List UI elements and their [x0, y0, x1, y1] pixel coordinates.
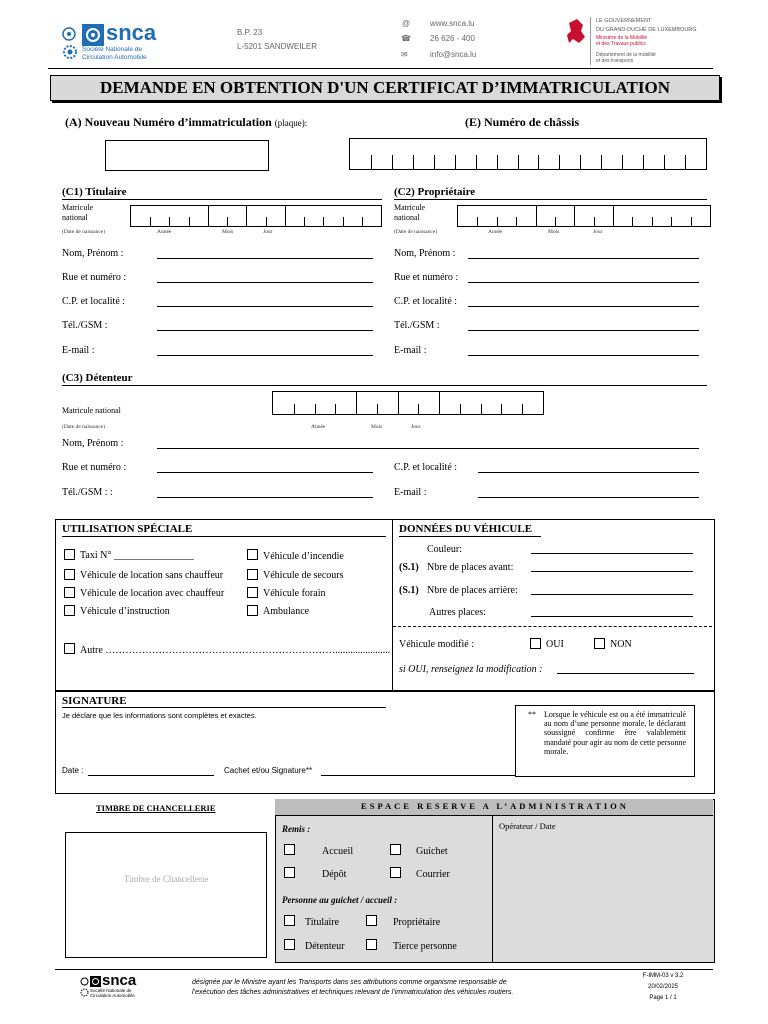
location-avec-checkbox[interactable] [64, 587, 75, 598]
c3-matricule-label: Matricule national [62, 406, 121, 415]
c3-birth-day: Jour [411, 424, 421, 430]
segment-separator [356, 392, 357, 414]
c3-title-rule [62, 385, 707, 386]
digit-tick [413, 155, 414, 169]
c2-birth-year: Année [488, 229, 503, 235]
c1-nom-field[interactable] [157, 258, 373, 259]
c1-birth-year: Année [157, 229, 172, 235]
guichet-label: Guichet [416, 846, 448, 857]
c3-cp-field[interactable] [478, 472, 699, 473]
digit-tick [671, 217, 672, 226]
location-sans-label: Véhicule de location sans chauffeur [80, 570, 224, 581]
gear-icon [62, 44, 78, 60]
c1-nom-label: Nom, Prénom : [62, 248, 124, 259]
c2-email-field[interactable] [468, 355, 699, 356]
web-link[interactable]: www.snca.lu [430, 19, 475, 28]
tierce-label: Tierce personne [393, 941, 457, 952]
autre-checkbox[interactable] [64, 643, 75, 654]
accueil-label: Accueil [322, 846, 354, 857]
digit-tick [335, 404, 336, 414]
ambulance-checkbox[interactable] [247, 605, 258, 616]
c2-email-label: E-mail : [394, 345, 427, 356]
segment-separator [439, 392, 440, 414]
gov-line-1: LE GOUVERNEMENT [596, 18, 652, 24]
instruction-label: Véhicule d’instruction [80, 606, 170, 617]
s1-arriere-code: (S.1) [399, 585, 419, 596]
note-star: ** [528, 710, 536, 719]
c1-cp-label: C.P. et localité : [62, 296, 126, 307]
c3-rue-field[interactable] [157, 472, 373, 473]
c1-tel-field[interactable] [157, 330, 373, 331]
usage-divider [392, 519, 393, 691]
footer-wheel-icon [80, 977, 89, 986]
c1-birth-note: (Date de naissance) [62, 229, 106, 235]
gov-divider [590, 17, 591, 65]
c3-cp-label: C.P. et localité : [394, 462, 458, 473]
digit-tick [580, 155, 581, 169]
chassis-label: (E) Numéro de châssis [465, 115, 580, 129]
digit-tick [169, 217, 170, 226]
c1-birth-day: Jour [263, 229, 273, 235]
location-avec-label: Véhicule de location avec chauffeur [80, 588, 225, 599]
digit-tick [227, 217, 228, 226]
modifie-label: Véhicule modifié : [399, 639, 474, 650]
email-link[interactable]: info@snca.lu [430, 50, 477, 59]
timbre-box [65, 832, 267, 958]
note-text: Lorsque le véhicule est ou a été immatriculé au nom d’une personne morale, le déclarant soussigné confirme être valablement mandaté pour agir au nom de cette personne morale. [544, 710, 686, 756]
c3-nom-field[interactable] [157, 448, 699, 449]
doc-date: 20/02/2025 [647, 984, 679, 990]
places-avant-field[interactable] [531, 571, 693, 572]
c1-cp-field[interactable] [157, 306, 373, 307]
usage-title: UTILISATION SPÉCIALE [62, 523, 193, 535]
footer-text-1: désignée par le Ministre ayant les Transports dans ses attributions comme organisme responsable de [192, 979, 507, 986]
taxi-checkbox[interactable] [64, 549, 75, 560]
courrier-label: Courrier [416, 869, 450, 880]
segment-separator [613, 206, 614, 226]
c1-email-label: E-mail : [62, 345, 95, 356]
c3-title: (C3) Détenteur [62, 372, 133, 384]
c1-rue-label: Rue et numéro : [62, 272, 127, 283]
plate-label-note: (plaque): [274, 118, 308, 128]
remis-label: Remis : [282, 824, 311, 834]
c2-matricule-input[interactable] [457, 205, 711, 227]
mail-icon: ✉ [401, 50, 408, 59]
ambulance-label: Ambulance [263, 606, 310, 617]
digit-tick [434, 155, 435, 169]
forain-label: Véhicule forain [263, 588, 326, 599]
phone-number: 26 626 - 400 [430, 34, 475, 43]
footer-logo [80, 972, 180, 1001]
digit-tick [497, 155, 498, 169]
c1-birth-month: Mois [222, 229, 234, 235]
segment-separator [285, 206, 286, 226]
digit-tick [362, 217, 363, 226]
c2-nom-label: Nom, Prénom : [394, 248, 456, 259]
digit-tick [685, 155, 686, 169]
digit-tick [150, 217, 151, 226]
c1-email-field[interactable] [157, 355, 373, 356]
c1-matricule-l1: Matricule [62, 203, 94, 212]
signature-title: SIGNATURE [62, 695, 127, 707]
detenteur-label: Détenteur [305, 941, 345, 952]
address-line-2: L-5201 SANDWEILER [237, 42, 318, 51]
c1-matricule-input[interactable] [130, 205, 382, 227]
header-rule [48, 68, 713, 69]
personne-label: Personne au guichet / accueil : [282, 895, 398, 905]
digit-tick [559, 155, 560, 169]
incendie-label: Véhicule d’incendie [263, 551, 344, 562]
snca-emblem-icon [82, 24, 104, 46]
digit-tick [294, 404, 295, 414]
c2-rue-field[interactable] [468, 282, 699, 283]
digit-tick [601, 155, 602, 169]
digit-tick [501, 404, 502, 414]
digit-tick [632, 217, 633, 226]
digit-tick [418, 404, 419, 414]
logo-text: snca [106, 20, 157, 45]
c3-tel-label: Tél./GSM : : [62, 487, 113, 498]
c2-tel-field[interactable] [468, 330, 699, 331]
digit-tick [304, 217, 305, 226]
digit-tick [377, 404, 378, 414]
c1-title-rule [62, 199, 382, 200]
modification-field[interactable] [557, 673, 694, 674]
c1-rue-field[interactable] [157, 282, 373, 283]
digit-tick [315, 404, 316, 414]
secours-checkbox[interactable] [247, 569, 258, 580]
taxi-label: Taxi N° ________________ [80, 550, 194, 561]
digit-tick [497, 217, 498, 226]
cachet-field[interactable] [321, 775, 529, 776]
page-number: Page 1 / 1 [649, 995, 677, 1001]
c3-birth-note: (Date de naissance) [62, 424, 106, 430]
admin-frame [275, 799, 715, 963]
plate-label [65, 115, 307, 130]
c2-tel-label: Tél./GSM : [394, 320, 440, 331]
c1-title: (C1) Titulaire [62, 186, 127, 198]
vehicle-data-title: DONNÉES DU VÉHICULE [399, 523, 533, 535]
oui-checkbox[interactable] [530, 638, 541, 649]
web-icon: @ [402, 19, 411, 28]
digit-tick [516, 217, 517, 226]
footer-gear-icon [80, 988, 89, 997]
c2-birth-note: (Date de naissance) [394, 229, 438, 235]
logo-subtitle-2: Circulation Automobile [82, 54, 147, 61]
c1-matricule-l2: national [62, 213, 88, 222]
digit-tick [481, 404, 482, 414]
footer-rule [55, 969, 713, 970]
date-label: Date : [62, 766, 84, 775]
digit-tick [371, 155, 372, 169]
timbre-placeholder: Timbre de Chancellerie [123, 874, 209, 884]
si-oui-label: si OUI, renseignez la modification : [399, 664, 543, 675]
autres-places-field[interactable] [531, 616, 693, 617]
places-arriere-field[interactable] [531, 594, 693, 595]
gov-line-5: Département de la mobilité [596, 52, 656, 58]
courrier-checkbox[interactable] [390, 867, 401, 878]
incendie-checkbox[interactable] [247, 549, 258, 560]
operateur-label: Opérateur / Date [499, 821, 556, 831]
signature-title-rule [62, 707, 386, 708]
segment-separator [536, 206, 537, 226]
c3-email-label: E-mail : [394, 487, 427, 498]
digit-tick [691, 217, 692, 226]
plate-label-text: (A) Nouveau Numéro d’immatriculation [65, 115, 272, 129]
places-arriere-label: Nbre de places arrière: [427, 585, 518, 596]
detenteur-checkbox[interactable] [284, 939, 295, 950]
gov-line-3: Ministère de la Mobilité [596, 35, 648, 41]
lion-crest-icon [565, 17, 587, 47]
location-sans-checkbox[interactable] [64, 569, 75, 580]
proprietaire-label: Propriétaire [393, 917, 441, 928]
places-avant-label: Nbre de places avant: [427, 562, 514, 573]
footer-emblem-icon [90, 976, 101, 987]
secours-label: Véhicule de secours [263, 570, 344, 581]
vehicle-dashed-rule [393, 626, 712, 627]
c2-matricule-l1: Matricule [394, 203, 426, 212]
digit-tick [460, 404, 461, 414]
titulaire-label: Titulaire [305, 917, 340, 928]
digit-tick [522, 404, 523, 414]
tierce-checkbox[interactable] [366, 939, 377, 950]
c3-birth-year: Année [311, 424, 326, 430]
digit-tick [643, 155, 644, 169]
digit-tick [664, 155, 665, 169]
cachet-label: Cachet et/ou Signature** [224, 766, 313, 775]
declaration-text: Je déclare que les informations sont complètes et exactes. [62, 711, 257, 720]
timbre-title: TIMBRE DE CHANCELLERIE [96, 803, 216, 813]
digit-tick [476, 155, 477, 169]
c2-birth-month: Mois [548, 229, 560, 235]
segment-separator [208, 206, 209, 226]
personne-morale-note [515, 705, 695, 777]
chassis-input[interactable] [349, 138, 707, 170]
gov-line-6: et des transports [596, 58, 634, 64]
guichet-checkbox[interactable] [390, 844, 401, 855]
non-label: NON [610, 639, 632, 650]
digit-tick [518, 155, 519, 169]
autres-places-label: Autres places: [429, 607, 486, 618]
digit-tick [594, 217, 595, 226]
digit-tick [652, 217, 653, 226]
instruction-checkbox[interactable] [64, 605, 75, 616]
c3-tel-field[interactable] [157, 497, 373, 498]
vehicle-data-title-rule [399, 536, 541, 537]
segment-separator [574, 206, 575, 226]
phone-icon: ☎ [401, 34, 411, 43]
snca-logo [60, 22, 180, 62]
c1-tel-label: Tél./GSM : [62, 320, 108, 331]
c2-cp-label: C.P. et localité : [394, 296, 458, 307]
c3-email-field[interactable] [478, 497, 699, 498]
footer-logo-sub-1: Société Nationale de [90, 988, 132, 993]
titulaire-checkbox[interactable] [284, 915, 295, 926]
gov-line-4: et des Travaux publics [596, 41, 646, 47]
c2-title: (C2) Propriétaire [394, 186, 476, 198]
c2-rue-label: Rue et numéro : [394, 272, 459, 283]
segment-separator [398, 392, 399, 414]
c2-birth-day: Jour [593, 229, 603, 235]
c2-nom-field[interactable] [468, 258, 699, 259]
depot-label: Dépôt [322, 869, 347, 880]
digit-tick [266, 217, 267, 226]
wheel-icon [61, 26, 77, 42]
non-checkbox[interactable] [594, 638, 605, 649]
form-title: DEMANDE EN OBTENTION D'UN CERTIFICAT D’IMMATRICULATION [99, 78, 671, 97]
digit-tick [477, 217, 478, 226]
address-line-1: B.P. 23 [237, 28, 263, 37]
admin-divider [492, 816, 493, 962]
c2-cp-field[interactable] [468, 306, 699, 307]
usage-title-rule [62, 536, 386, 537]
plate-input[interactable] [105, 140, 269, 171]
digit-tick [323, 217, 324, 226]
digit-tick [622, 155, 623, 169]
c3-rue-label: Rue et numéro : [62, 462, 127, 473]
footer-logo-text: snca [102, 972, 137, 989]
digit-tick [189, 217, 190, 226]
footer-logo-sub-2: Circulation Automobile [90, 993, 135, 998]
c2-title-rule [394, 199, 707, 200]
c3-matricule-input[interactable] [272, 391, 544, 415]
s1-avant-code: (S.1) [399, 562, 419, 573]
digit-tick [555, 217, 556, 226]
c2-matricule-l2: national [394, 213, 420, 222]
digit-tick [538, 155, 539, 169]
digit-tick [455, 155, 456, 169]
gov-line-2: DU GRAND-DUCHÉ DE LUXEMBOURG [596, 27, 697, 33]
c3-nom-label: Nom, Prénom : [62, 438, 124, 449]
footer-text-2: l’exécution des tâches administratives et techniques relevant de l’immatriculation des véhicules routiers. [192, 989, 514, 996]
doc-reference: F-IMM-03 v 3.2 [642, 973, 684, 979]
autre-label: Autre ……………………………………………………………...................... [80, 645, 391, 656]
accueil-checkbox[interactable] [284, 844, 295, 855]
digit-tick [343, 217, 344, 226]
depot-checkbox[interactable] [284, 867, 295, 878]
date-field[interactable] [88, 775, 214, 776]
couleur-field[interactable] [531, 553, 693, 554]
digit-tick [392, 155, 393, 169]
c3-birth-month: Mois [371, 424, 383, 430]
logo-subtitle-1: Société Nationale de [82, 46, 142, 53]
oui-label: OUI [546, 639, 564, 650]
forain-checkbox[interactable] [247, 587, 258, 598]
proprietaire-checkbox[interactable] [366, 915, 377, 926]
segment-separator [246, 206, 247, 226]
couleur-label: Couleur: [427, 544, 462, 555]
admin-title: ESPACE RESERVE A L’ADMINISTRATION [361, 801, 629, 811]
